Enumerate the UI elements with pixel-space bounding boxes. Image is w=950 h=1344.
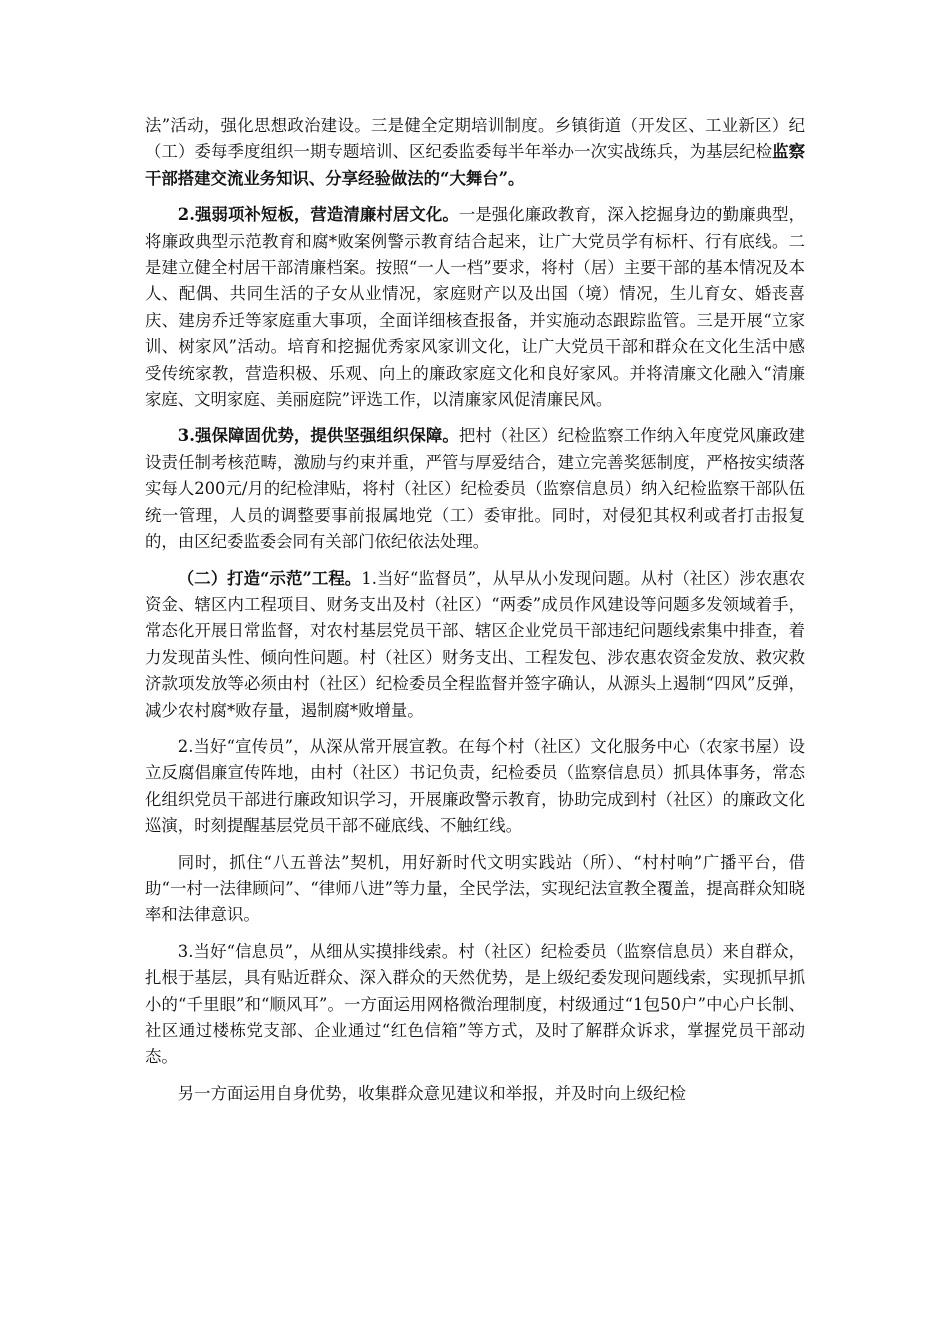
document-page [145, 113, 805, 1117]
paragraph-text: 1.当好“监督员”，从早从小发现问题。从村（社区）涉农惠农资金、辖区内工程项目、财务支出及村（社区）“两委”成员作风建设等问题多发领域着手，常态化开展日常监督，对农村基层党员干部、辖区企业党员干部违纪问题线索集中排查，着力发现苗头性、倾向性问题。村（社区）财务支出、工程发包、涉农惠农资金发放、救灾救济款项发放等必须由村（社区）纪检委员全程监督并签字确认，从源头上遏制“四风”反弹，减少农村腐*败存量，遏制腐*败增量。 [145, 568, 805, 720]
paragraph-text: 一是强化廉政教育，深入挖掘身边的勤廉典型，将廉政典型示范教育和腐*败案例警示教育结合起来，让广大党员学有标杆、行有底线。二是建立健全村居干部清廉档案。按照“一人一档”要求，将村（居）主要干部的基本情况及本人、配偶、共同生活的子女从业情况，家庭财产以及出国（境）情况，生儿育女、婚丧喜庆、建房乔迁等家庭重大事项，全面详细核查报备，并实施动态跟踪监管。三是开展“立家训、树家风”活动。培育和挖掘优秀家风家训文化，让广大党员干部和群众在文化生活中感受传统家教，营造积极、乐观、向上的廉政家庭文化和良好家风。并将清廉文化融入“清廉家庭、文明家庭、美丽庭院”评选工作，以清廉家风促清廉民风。 [145, 205, 805, 410]
section-heading: （二）打造“示范”工程。 [177, 568, 362, 588]
paragraph-bold-text: 监察干部搭建交流业务知识、分享经验做法的“大舞台”。 [145, 142, 806, 188]
paragraph-law-education [145, 850, 805, 929]
paragraph-continuation [145, 113, 805, 192]
paragraph-demonstration-project [145, 566, 805, 724]
paragraph-text: 法”活动，强化思想政治建设。三是健全定期培训制度。乡镇街道（开发区、工业新区）纪（工）委每季度组织一期专题培训、区纪委监委每半年举办一次实战练兵，为基层纪检 [145, 116, 805, 162]
paragraph-informant [145, 939, 805, 1071]
paragraph-text: 把村（社区）纪检监察工作纳入年度党风廉政建设责任制考核范畴，激励与约束并重，严管与厚爱结合，建立完善奖惩制度，严格按实绩落实每人200元/月的纪检津贴，将村（社区）纪检委员（监察信息员）纳入纪检监察干部队伍统一管理，人员的调整要事前报属地党（工）委审批。同时，对侵犯其权利或者打击报复的，由区纪委监委会同有关部门依纪依法处理。 [145, 426, 805, 552]
section-heading: 3.强保障固优势，提供坚强组织保障。 [177, 426, 459, 446]
paragraph-section-2 [145, 202, 805, 413]
paragraph-text: 另一方面运用自身优势，收集群众意见建议和举报，并及时向上级纪检 [177, 1083, 686, 1103]
paragraph-publicity [145, 734, 805, 840]
paragraph-final [145, 1081, 805, 1107]
paragraph-text: 3.当好“信息员”，从细从实摸排线索。村（社区）纪检委员（监察信息员）来自群众，扎根于基层，具有贴近群众、深入群众的天然优势，是上级纪委发现问题线索，实现抓早抓小的“千里眼”和“顺风耳”。一方面运用网格微治理制度，村级通过“1包50户”中心户长制、社区通过楼栋党支部、企业通过“红色信箱”等方式，及时了解群众诉求，掌握党员干部动态。 [145, 941, 805, 1067]
section-heading: 2.强弱项补短板，营造清廉村居文化。 [177, 205, 459, 225]
paragraph-text: 同时，抓住“八五普法”契机，用好新时代文明实践站（所）、“村村响”广播平台，借助“一村一法律顾问”、“律师八进”等力量，全民学法，实现纪法宣教全覆盖，提高群众知晓率和法律意识。 [145, 852, 805, 925]
paragraph-section-3 [145, 423, 805, 555]
paragraph-text: 2.当好“宣传员”，从深从常开展宣教。在每个村（社区）文化服务中心（农家书屋）设立反腐倡廉宣传阵地，由村（社区）书记负责，纪检委员（监察信息员）抓具体事务，常态化组织党员干部进行廉政知识学习，开展廉政警示教育，协助完成到村（社区）的廉政文化巡演，时刻提醒基层党员干部不碰底线、不触红线。 [145, 736, 805, 836]
